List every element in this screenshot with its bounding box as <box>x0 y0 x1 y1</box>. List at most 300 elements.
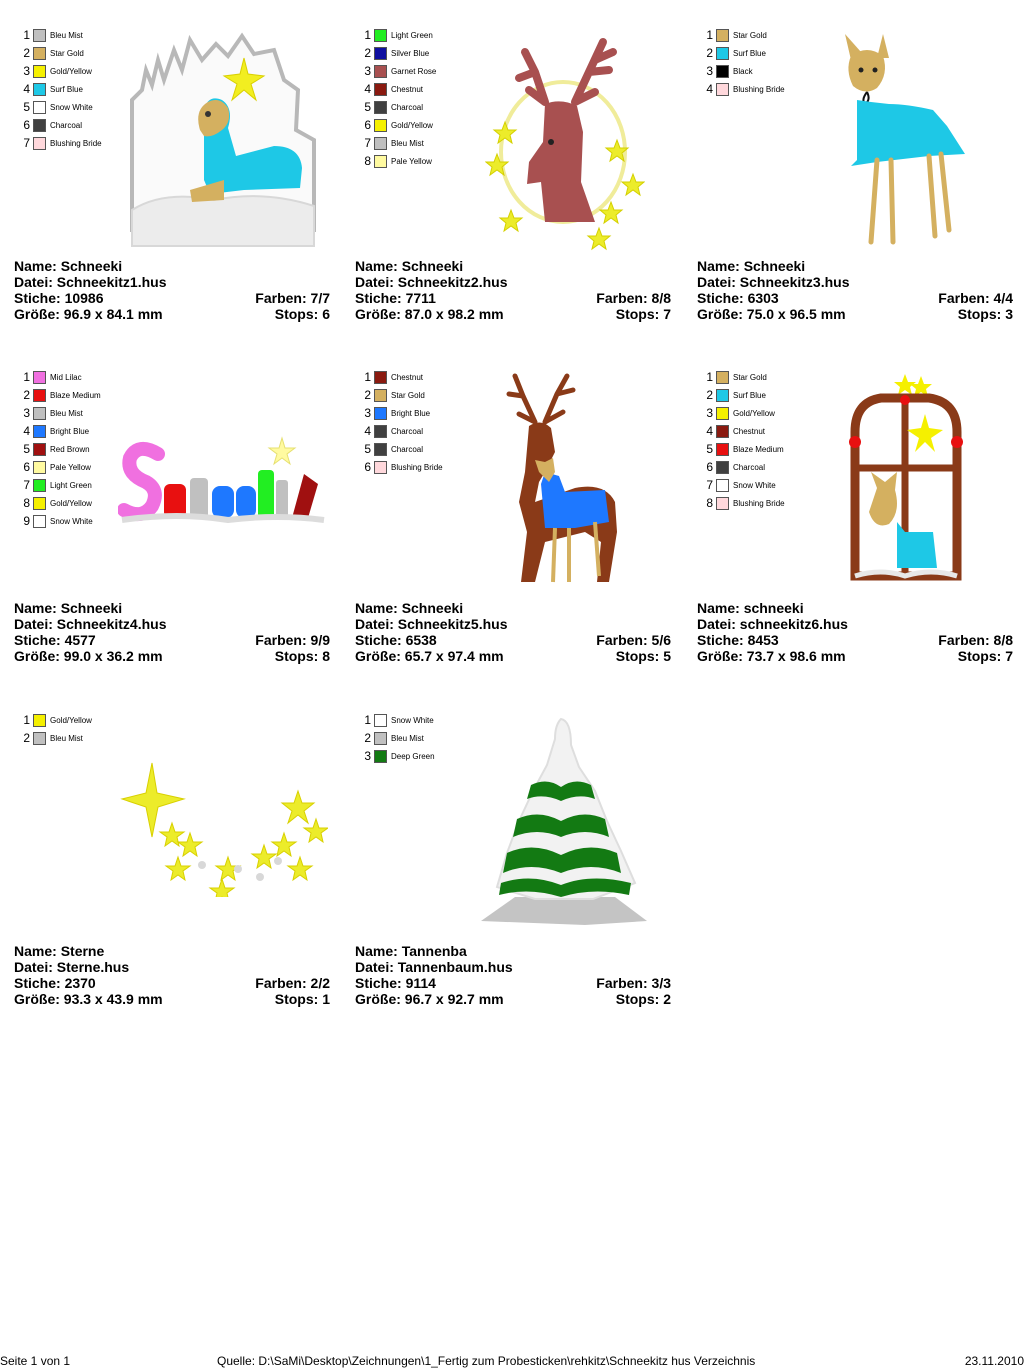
swatch-number: 5 <box>23 100 30 114</box>
color-palette <box>20 26 102 152</box>
swatch-number: 4 <box>706 82 713 96</box>
swatch-number: 3 <box>706 64 713 78</box>
stops-label: Stops: <box>957 648 1002 664</box>
swatch-label: Star Gold <box>50 48 84 58</box>
colors-label: Farben: <box>596 290 648 306</box>
swatch-label: Snow White <box>733 480 776 490</box>
color-swatch <box>374 155 387 168</box>
stops-label: Stops: <box>615 306 660 322</box>
stops-value: 3 <box>1005 306 1013 322</box>
design-info <box>697 600 1013 664</box>
design-info <box>355 600 671 664</box>
swatch-row <box>20 729 92 747</box>
swatch-row <box>703 458 785 476</box>
swatch-label: Pale Yellow <box>391 156 432 166</box>
stops-value: 1 <box>322 991 330 1007</box>
colors-value: 9/9 <box>310 632 330 648</box>
color-swatch <box>716 461 729 474</box>
swatch-label: Blushing Bride <box>391 462 443 472</box>
swatch-label: Gold/Yellow <box>50 66 92 76</box>
size-value: 96.7 x 92.7 mm <box>404 991 504 1007</box>
design-file: Sterne.hus <box>56 959 130 975</box>
stitches-value: 10986 <box>64 290 104 306</box>
colors-value: 4/4 <box>993 290 1013 306</box>
swatch-number: 2 <box>23 731 30 745</box>
swatch-row <box>361 458 443 476</box>
stitches-value: 7711 <box>405 290 436 306</box>
size-label: Größe: <box>355 306 401 322</box>
swatch-row <box>361 729 435 747</box>
size-value: 75.0 x 96.5 mm <box>746 306 846 322</box>
color-swatch <box>374 443 387 456</box>
swatch-number: 2 <box>706 46 713 60</box>
color-swatch <box>33 65 46 78</box>
stops-value: 8 <box>322 648 330 664</box>
file-label: Datei: <box>14 616 53 632</box>
stitches-value: 4577 <box>64 632 96 648</box>
color-swatch <box>33 371 46 384</box>
design-card <box>14 711 334 1031</box>
design-info <box>14 258 330 322</box>
swatch-label: Gold/Yellow <box>391 120 433 130</box>
swatch-row <box>361 404 443 422</box>
swatch-row <box>703 404 785 422</box>
color-swatch <box>374 407 387 420</box>
swatch-row <box>361 80 436 98</box>
swatch-label: Bright Blue <box>50 426 90 436</box>
swatch-label: Blaze Medium <box>50 390 101 400</box>
color-swatch <box>716 407 729 420</box>
swatch-number: 1 <box>23 370 30 384</box>
design-file: Tannenbaum.hus <box>397 959 513 975</box>
design-name: Schneeki <box>60 258 123 274</box>
swatch-row <box>361 386 443 404</box>
design-info <box>355 943 671 1007</box>
swatch-row <box>361 62 436 80</box>
design-file: Schneekitz2.hus <box>397 274 508 290</box>
design-file: Schneekitz1.hus <box>56 274 167 290</box>
colors-value: 5/6 <box>651 632 671 648</box>
swatch-row <box>20 134 102 152</box>
file-label: Datei: <box>697 616 736 632</box>
swatch-number: 8 <box>364 154 371 168</box>
color-swatch <box>374 750 387 763</box>
swatch-number: 3 <box>364 406 371 420</box>
swatch-number: 9 <box>23 514 30 528</box>
file-label: Datei: <box>355 616 394 632</box>
swatch-row <box>20 440 101 458</box>
swatch-row <box>20 711 92 729</box>
swatch-number: 2 <box>706 388 713 402</box>
design-name: Schneeki <box>401 600 464 616</box>
swatch-number: 1 <box>23 713 30 727</box>
swatch-label: Silver Blue <box>391 48 430 58</box>
colors-label: Farben: <box>255 975 307 991</box>
stitches-value: 8453 <box>747 632 779 648</box>
colors-label: Farben: <box>938 290 990 306</box>
color-swatch <box>716 425 729 438</box>
color-swatch <box>33 497 46 510</box>
colors-label: Farben: <box>255 632 307 648</box>
file-label: Datei: <box>355 959 394 975</box>
swatch-number: 6 <box>23 118 30 132</box>
swatch-label: Blushing Bride <box>733 498 785 508</box>
stitches-value: 9114 <box>405 975 436 991</box>
size-value: 93.3 x 43.9 mm <box>63 991 163 1007</box>
color-palette <box>361 368 443 476</box>
swatch-row <box>20 98 102 116</box>
swatch-number: 4 <box>364 424 371 438</box>
swatch-number: 1 <box>364 713 371 727</box>
design-card <box>14 26 334 346</box>
name-label: Name: <box>14 943 57 959</box>
swatch-label: Gold/Yellow <box>50 715 92 725</box>
swatch-label: Gold/Yellow <box>50 498 92 508</box>
name-label: Name: <box>14 258 57 274</box>
color-palette <box>20 368 101 530</box>
color-palette <box>703 26 785 98</box>
swatch-label: Deep Green <box>391 751 435 761</box>
design-name: Tannenba <box>401 943 467 959</box>
swatch-row <box>703 494 785 512</box>
color-palette <box>361 711 435 765</box>
color-palette <box>20 711 92 747</box>
stops-label: Stops: <box>615 648 660 664</box>
swatch-label: Bleu Mist <box>50 408 83 418</box>
color-swatch <box>33 29 46 42</box>
color-swatch <box>33 479 46 492</box>
color-palette <box>703 368 785 512</box>
stops-value: 7 <box>1005 648 1013 664</box>
swatch-label: Surf Blue <box>733 390 766 400</box>
design-card <box>14 368 334 688</box>
swatch-label: Bleu Mist <box>50 30 83 40</box>
swatch-row <box>20 368 101 386</box>
swatch-number: 1 <box>364 28 371 42</box>
size-label: Größe: <box>14 648 60 664</box>
color-swatch <box>374 714 387 727</box>
swatch-label: Red Brown <box>50 444 90 454</box>
color-swatch <box>33 119 46 132</box>
color-swatch <box>716 47 729 60</box>
page-number: Seite 1 von 1 <box>0 1354 71 1368</box>
color-swatch <box>374 137 387 150</box>
swatch-number: 1 <box>364 370 371 384</box>
swatch-row <box>361 116 436 134</box>
color-swatch <box>374 119 387 132</box>
swatch-label: Blushing Bride <box>50 138 102 148</box>
colors-label: Farben: <box>255 290 307 306</box>
stitches-value: 2370 <box>64 975 96 991</box>
file-label: Datei: <box>14 274 53 290</box>
swatch-label: Bleu Mist <box>50 733 83 743</box>
swatch-number: 3 <box>364 749 371 763</box>
color-swatch <box>33 47 46 60</box>
swatch-label: Snow White <box>50 102 93 112</box>
embroidery-deer-head-wreath <box>485 32 645 252</box>
swatch-row <box>361 711 435 729</box>
size-value: 87.0 x 98.2 mm <box>404 306 504 322</box>
stops-label: Stops: <box>274 648 319 664</box>
swatch-row <box>20 116 102 134</box>
swatch-number: 6 <box>23 460 30 474</box>
name-label: Name: <box>697 258 740 274</box>
swatch-label: Charcoal <box>391 426 424 436</box>
swatch-row <box>703 476 785 494</box>
color-swatch <box>374 461 387 474</box>
swatch-row <box>361 152 436 170</box>
swatch-label: Star Gold <box>391 390 425 400</box>
swatch-number: 2 <box>23 388 30 402</box>
swatch-label: Charcoal <box>50 120 83 130</box>
swatch-row <box>361 440 443 458</box>
swatch-number: 8 <box>23 496 30 510</box>
design-info <box>14 600 330 664</box>
colors-label: Farben: <box>938 632 990 648</box>
swatch-number: 4 <box>23 424 30 438</box>
color-swatch <box>374 371 387 384</box>
swatch-row <box>703 368 785 386</box>
swatch-label: Charcoal <box>391 102 424 112</box>
color-swatch <box>374 101 387 114</box>
stitches-label: Stiche: <box>697 290 744 306</box>
stops-value: 6 <box>322 306 330 322</box>
swatch-row <box>703 80 785 98</box>
embroidery-fawn-ice-cave <box>124 30 324 250</box>
size-label: Größe: <box>14 306 60 322</box>
swatch-label: Star Gold <box>733 30 767 40</box>
swatch-number: 6 <box>706 460 713 474</box>
swatch-row <box>361 44 436 62</box>
swatch-row <box>20 512 101 530</box>
size-value: 73.7 x 98.6 mm <box>746 648 846 664</box>
swatch-number: 3 <box>706 406 713 420</box>
embroidery-snowy-fir-tree <box>475 715 655 935</box>
swatch-number: 5 <box>706 442 713 456</box>
color-swatch <box>716 83 729 96</box>
size-label: Größe: <box>355 648 401 664</box>
swatch-row <box>361 98 436 116</box>
source-path: Quelle: D:\SaMi\Desktop\Zeichnungen\1_Fertig zum Probesticken\rehkitz\Schneekitz hus Verzeichnis <box>217 1354 756 1368</box>
design-card <box>697 26 1017 346</box>
color-swatch <box>33 137 46 150</box>
swatch-row <box>20 458 101 476</box>
design-file: Schneekitz3.hus <box>739 274 850 290</box>
design-card <box>697 368 1017 688</box>
design-name: Sterne <box>60 943 105 959</box>
size-label: Größe: <box>697 648 743 664</box>
swatch-label: Star Gold <box>733 372 767 382</box>
swatch-number: 1 <box>23 28 30 42</box>
swatch-number: 1 <box>706 28 713 42</box>
design-info <box>355 258 671 322</box>
color-swatch <box>33 83 46 96</box>
swatch-label: Black <box>733 66 753 76</box>
color-swatch <box>33 461 46 474</box>
color-swatch <box>716 29 729 42</box>
swatch-number: 3 <box>23 64 30 78</box>
file-label: Datei: <box>14 959 53 975</box>
color-swatch <box>374 83 387 96</box>
stops-label: Stops: <box>957 306 1002 322</box>
embroidery-fawn-window <box>841 372 971 592</box>
swatch-label: Charcoal <box>733 462 766 472</box>
design-name: Schneeki <box>743 258 806 274</box>
swatch-number: 2 <box>364 46 371 60</box>
swatch-row <box>361 747 435 765</box>
swatch-row <box>703 440 785 458</box>
swatch-number: 4 <box>23 82 30 96</box>
color-swatch <box>33 389 46 402</box>
stitches-label: Stiche: <box>355 632 402 648</box>
size-value: 96.9 x 84.1 mm <box>63 306 163 322</box>
color-palette <box>361 26 436 170</box>
swatch-number: 7 <box>706 478 713 492</box>
stitches-label: Stiche: <box>14 632 61 648</box>
swatch-label: Pale Yellow <box>50 462 91 472</box>
swatch-label: Chestnut <box>391 372 424 382</box>
swatch-row <box>703 44 785 62</box>
colors-value: 2/2 <box>310 975 330 991</box>
design-card <box>355 26 675 346</box>
swatch-row <box>20 404 101 422</box>
stops-value: 2 <box>663 991 671 1007</box>
color-swatch <box>33 443 46 456</box>
color-swatch <box>33 407 46 420</box>
color-swatch <box>716 371 729 384</box>
name-label: Name: <box>697 600 740 616</box>
color-swatch <box>374 389 387 402</box>
color-swatch <box>374 732 387 745</box>
color-swatch <box>374 425 387 438</box>
swatch-label: Surf Blue <box>50 84 83 94</box>
swatch-label: Snow White <box>391 715 434 725</box>
stops-label: Stops: <box>274 991 319 1007</box>
swatch-row <box>20 80 102 98</box>
design-file: schneekitz6.hus <box>739 616 848 632</box>
swatch-number: 4 <box>364 82 371 96</box>
color-swatch <box>33 101 46 114</box>
swatch-label: Gold/Yellow <box>733 408 775 418</box>
stitches-value: 6538 <box>405 632 437 648</box>
design-file: Schneekitz4.hus <box>56 616 167 632</box>
swatch-label: Blaze Medium <box>733 444 784 454</box>
file-label: Datei: <box>697 274 736 290</box>
swatch-row <box>20 422 101 440</box>
swatch-label: Garnet Rose <box>391 66 437 76</box>
swatch-number: 7 <box>23 136 30 150</box>
swatch-label: Snow White <box>50 516 93 526</box>
stops-value: 7 <box>663 306 671 322</box>
stitches-label: Stiche: <box>697 632 744 648</box>
embroidery-reindeer-with-fawn <box>505 372 625 592</box>
swatch-label: Light Green <box>50 480 92 490</box>
swatch-row <box>20 44 102 62</box>
swatch-number: 5 <box>364 442 371 456</box>
size-label: Größe: <box>697 306 743 322</box>
swatch-number: 3 <box>23 406 30 420</box>
swatch-label: Chestnut <box>391 84 424 94</box>
swatch-label: Surf Blue <box>733 48 766 58</box>
swatch-number: 4 <box>706 424 713 438</box>
size-value: 65.7 x 97.4 mm <box>404 648 504 664</box>
stitches-value: 6303 <box>747 290 779 306</box>
swatch-number: 6 <box>364 460 371 474</box>
swatch-label: Light Green <box>391 30 433 40</box>
swatch-row <box>361 26 436 44</box>
swatch-row <box>361 134 436 152</box>
design-name: Schneeki <box>401 258 464 274</box>
swatch-number: 5 <box>23 442 30 456</box>
size-value: 99.0 x 36.2 mm <box>63 648 163 664</box>
colors-value: 3/3 <box>651 975 671 991</box>
swatch-number: 2 <box>23 46 30 60</box>
swatch-label: Bleu Mist <box>391 138 424 148</box>
colors-label: Farben: <box>596 632 648 648</box>
swatch-label: Chestnut <box>733 426 766 436</box>
swatch-row <box>361 368 443 386</box>
swatch-row <box>20 386 101 404</box>
color-swatch <box>374 65 387 78</box>
swatch-label: Bright Blue <box>391 408 431 418</box>
file-label: Datei: <box>355 274 394 290</box>
design-card <box>355 711 675 1031</box>
design-file: Schneekitz5.hus <box>397 616 508 632</box>
swatch-row <box>20 494 101 512</box>
color-swatch <box>374 29 387 42</box>
swatch-row <box>703 386 785 404</box>
swatch-number: 2 <box>364 731 371 745</box>
design-name: schneeki <box>743 600 804 616</box>
swatch-number: 6 <box>364 118 371 132</box>
swatch-row <box>703 422 785 440</box>
swatch-number: 7 <box>364 136 371 150</box>
design-name: Schneeki <box>60 600 123 616</box>
design-card <box>355 368 675 688</box>
size-label: Größe: <box>355 991 401 1007</box>
stops-label: Stops: <box>274 306 319 322</box>
swatch-label: Mid Lilac <box>50 372 82 382</box>
color-swatch <box>716 497 729 510</box>
color-swatch <box>374 47 387 60</box>
stitches-label: Stiche: <box>355 290 402 306</box>
name-label: Name: <box>14 600 57 616</box>
swatch-number: 2 <box>364 388 371 402</box>
swatch-row <box>20 476 101 494</box>
stops-label: Stops: <box>615 991 660 1007</box>
colors-value: 7/7 <box>310 290 330 306</box>
swatch-number: 1 <box>706 370 713 384</box>
color-swatch <box>33 425 46 438</box>
color-swatch <box>716 479 729 492</box>
name-label: Name: <box>355 600 398 616</box>
colors-label: Farben: <box>596 975 648 991</box>
swatch-number: 8 <box>706 496 713 510</box>
swatch-label: Blushing Bride <box>733 84 785 94</box>
name-label: Name: <box>355 258 398 274</box>
color-swatch <box>33 714 46 727</box>
swatch-label: Charcoal <box>391 444 424 454</box>
color-swatch <box>716 389 729 402</box>
color-swatch <box>716 65 729 78</box>
colors-value: 8/8 <box>651 290 671 306</box>
color-swatch <box>716 443 729 456</box>
colors-value: 8/8 <box>993 632 1013 648</box>
swatch-number: 5 <box>364 100 371 114</box>
page-footer <box>0 1354 1024 1370</box>
stitches-label: Stiche: <box>14 975 61 991</box>
swatch-number: 3 <box>364 64 371 78</box>
